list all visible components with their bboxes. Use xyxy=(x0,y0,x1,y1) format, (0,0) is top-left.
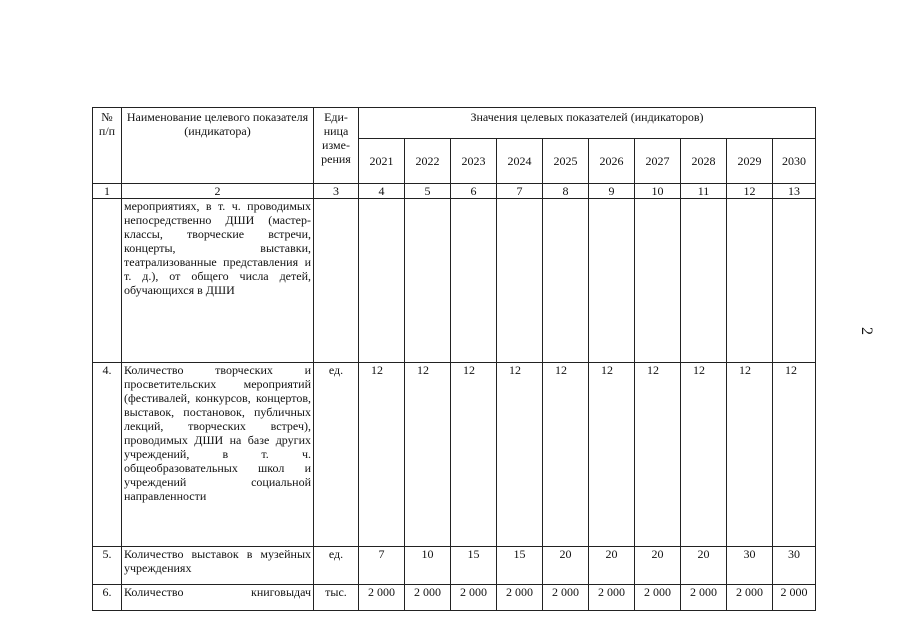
table-row xyxy=(93,547,816,585)
column-index: 11 xyxy=(681,184,727,199)
row-value xyxy=(405,199,451,363)
row-value xyxy=(727,199,773,363)
row-value: 10 xyxy=(405,547,451,585)
row-value xyxy=(681,199,727,363)
row-value: 20 xyxy=(635,547,681,585)
row-value: 2 000 xyxy=(359,585,405,611)
row-unit xyxy=(314,199,359,363)
row-value: 30 xyxy=(727,547,773,585)
row-value: 2 000 xyxy=(681,585,727,611)
header-unit: Еди- ница изме- рения xyxy=(314,108,359,184)
row-value: 15 xyxy=(497,547,543,585)
column-index: 12 xyxy=(727,184,773,199)
row-value: 12 xyxy=(635,363,681,547)
row-value: 30 xyxy=(773,547,816,585)
row-value xyxy=(773,199,816,363)
column-index: 3 xyxy=(314,184,359,199)
row-value: 2 000 xyxy=(405,585,451,611)
row-value: 20 xyxy=(543,547,589,585)
row-value: 12 xyxy=(359,363,405,547)
column-index: 13 xyxy=(773,184,816,199)
column-index: 1 xyxy=(93,184,122,199)
header-name: Наименование целевого показателя (индикатора) xyxy=(122,108,314,184)
row-value xyxy=(543,199,589,363)
row-value: 12 xyxy=(543,363,589,547)
row-value: 12 xyxy=(727,363,773,547)
indicator-name: мероприятиях, в т. ч. проводимых непосредственно ДШИ (мастер-классы, творческие встречи, концерты, выставки, театрализованные представления и т. д.), от общего числа детей, обучающихся в ДШИ xyxy=(122,199,314,363)
column-index: 5 xyxy=(405,184,451,199)
row-value: 12 xyxy=(589,363,635,547)
table-row xyxy=(93,585,816,611)
row-value: 12 xyxy=(451,363,497,547)
row-value: 15 xyxy=(451,547,497,585)
row-num: 6. xyxy=(93,585,122,611)
row-num: 5. xyxy=(93,547,122,585)
year-header: 2021 xyxy=(359,139,405,184)
row-value: 12 xyxy=(497,363,543,547)
column-index: 10 xyxy=(635,184,681,199)
year-header: 2029 xyxy=(727,139,773,184)
row-value: 2 000 xyxy=(773,585,816,611)
table-row xyxy=(93,363,816,547)
row-value xyxy=(451,199,497,363)
column-index: 2 xyxy=(122,184,314,199)
row-value: 12 xyxy=(681,363,727,547)
year-header: 2022 xyxy=(405,139,451,184)
row-value: 12 xyxy=(773,363,816,547)
row-value xyxy=(497,199,543,363)
row-value: 2 000 xyxy=(635,585,681,611)
year-header: 2023 xyxy=(451,139,497,184)
column-index-row xyxy=(93,184,816,199)
row-value xyxy=(589,199,635,363)
year-header: 2025 xyxy=(543,139,589,184)
column-index: 4 xyxy=(359,184,405,199)
indicators-table xyxy=(92,107,816,611)
row-value: 12 xyxy=(405,363,451,547)
table-row xyxy=(93,199,816,363)
row-value: 2 000 xyxy=(497,585,543,611)
column-index: 9 xyxy=(589,184,635,199)
year-header: 2027 xyxy=(635,139,681,184)
indicator-name: Количество книговыдач xyxy=(122,585,314,611)
column-index: 7 xyxy=(497,184,543,199)
indicator-name: Количество творческих и просветительских мероприятий (фестивалей, конкурсов, концертов, выставок, постановок, публичных лекций, творческих встреч), проводимых ДШИ на базе других учреждений, в т. ч. общеобразовательных школ и учреждений социальной направленности xyxy=(122,363,314,547)
row-value: 2 000 xyxy=(543,585,589,611)
year-header: 2026 xyxy=(589,139,635,184)
row-value: 2 000 xyxy=(589,585,635,611)
year-header: 2024 xyxy=(497,139,543,184)
row-value xyxy=(359,199,405,363)
row-value: 7 xyxy=(359,547,405,585)
row-value: 20 xyxy=(681,547,727,585)
row-unit: ед. xyxy=(314,547,359,585)
row-value: 20 xyxy=(589,547,635,585)
row-value: 2 000 xyxy=(727,585,773,611)
row-num xyxy=(93,199,122,363)
indicator-name: Количество выставок в музейных учреждениях xyxy=(122,547,314,585)
year-header: 2028 xyxy=(681,139,727,184)
row-unit: тыс. xyxy=(314,585,359,611)
row-value: 2 000 xyxy=(451,585,497,611)
page-number: 2 xyxy=(858,327,875,335)
row-unit: ед. xyxy=(314,363,359,547)
row-value xyxy=(635,199,681,363)
row-num: 4. xyxy=(93,363,122,547)
column-index: 8 xyxy=(543,184,589,199)
year-header: 2030 xyxy=(773,139,816,184)
header-num: № п/п xyxy=(93,108,122,184)
column-index: 6 xyxy=(451,184,497,199)
header-values: Значения целевых показателей (индикаторов) xyxy=(359,108,816,139)
